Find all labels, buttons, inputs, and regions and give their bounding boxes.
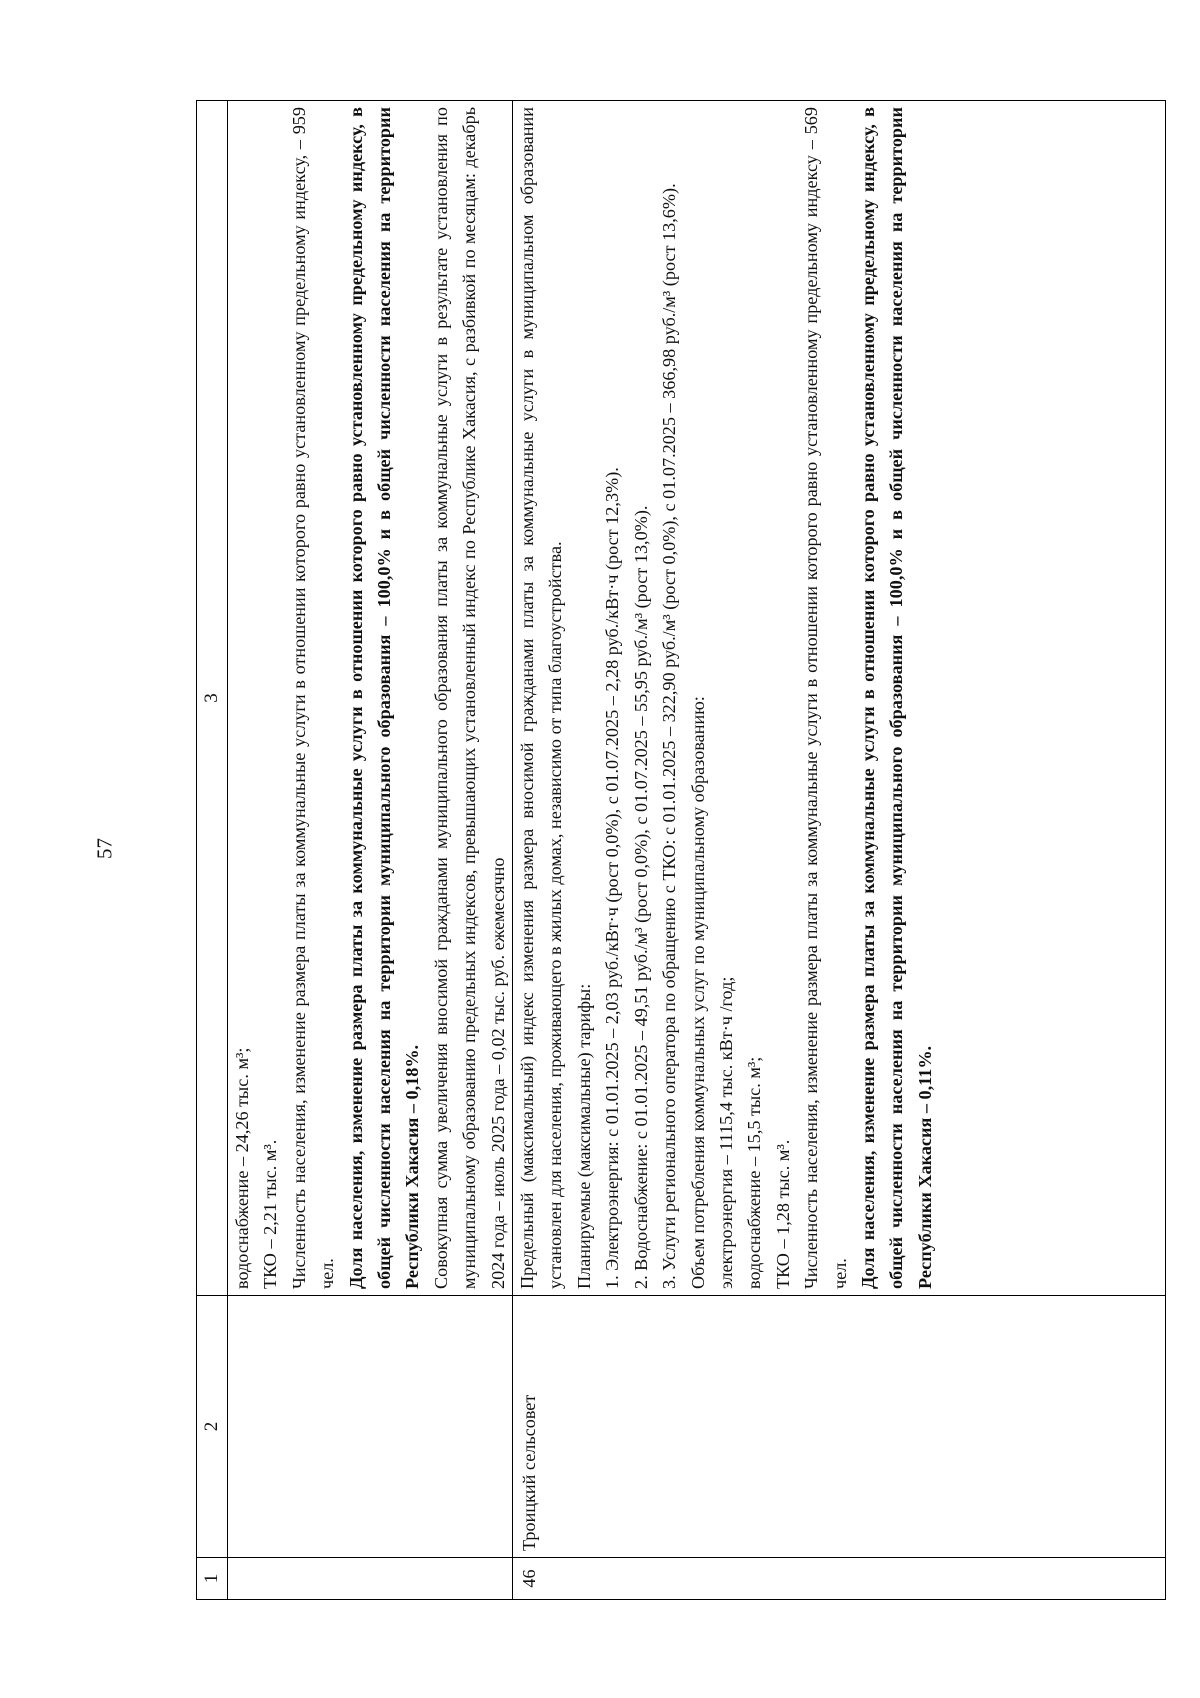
municipality-name xyxy=(228,1296,513,1558)
description-line: Численность населения, изменение размера платы за коммунальные услуги в отношении которого равно установленному предельному индексу, – 959 чел. xyxy=(288,107,338,1289)
tariff-table xyxy=(196,100,1166,1600)
row-number xyxy=(228,1558,513,1600)
page-number: 57 xyxy=(92,838,117,859)
table-header-row xyxy=(197,101,228,1600)
description-line: 1. Электроэнергия: с 01.01.2025 – 2,03 руб./кВт·ч (рост 0,0%), с 01.07.2025 – 2,28 руб./кВт·ч (рост 12,3%). xyxy=(602,467,623,1289)
description-line: водоснабжение – 24,26 тыс. м³; xyxy=(232,1047,252,1289)
header-col-1: 1 xyxy=(197,1558,228,1600)
description-cell xyxy=(228,101,513,1296)
description-line: ТКО – 2,21 тыс. м³. xyxy=(260,1139,281,1289)
description-line: водоснабжение – 15,5 тыс. м³; xyxy=(744,1056,765,1289)
description-line: Доля населения, изменение размера платы за коммунальные услуги в отношении которого равно установленному предельному индексу, в общей численности населения на территории муниципального образования – 100,0% и в общей численности населения на территории Республики Хакасия – 0,11%. xyxy=(857,107,935,1289)
description-line: электроэнергия – 1115,4 тыс. кВт·ч /год; xyxy=(715,976,736,1289)
table-row xyxy=(228,101,513,1600)
description-line: Планируемые (максимальные) тарифы: xyxy=(573,983,594,1289)
description-line: Численность населения, изменение размера платы за коммунальные услуги в отношении которого равно установленному предельному индексу – 569 чел. xyxy=(801,107,850,1289)
description-line: Объем потребления коммунальных услуг по муниципальному образованию: xyxy=(687,696,708,1289)
rotated-table-container xyxy=(196,100,1166,1600)
description-cell xyxy=(513,101,1166,1296)
header-col-3: 3 xyxy=(197,101,228,1296)
description-line: ТКО – 1,28 тыс. м³. xyxy=(772,1139,793,1289)
description-line: 2. Водоснабжение: с 01.01.2025 – 49,51 руб./м³ (рост 0,0%), с 01.07.2025 – 55,95 руб./м³ (рост 13,0%). xyxy=(630,505,651,1289)
municipality-name: Троицкий сельсовет xyxy=(513,1296,1166,1558)
row-number: 46 xyxy=(513,1558,1166,1600)
table-row xyxy=(513,101,1166,1600)
header-col-2: 2 xyxy=(197,1296,228,1558)
description-line: 3. Услуги регионального оператора по обращению с ТКО: с 01.01.2025 – 322,90 руб./м³ (рост 0,0%), с 01.07.2025 – 366,98 руб./м³ (рост 13,6%). xyxy=(659,183,680,1289)
description-line: Совокупная сумма увеличения вносимой гражданами муниципального образования платы за коммунальные услуги в результате установления по муниципальному образованию предельных индексов, превышающих установленный индекс по Республике Хакасия, с разбивкой по месяцам: декабрь 2024 года – июль 2025 года – 0,02 тыс. руб. ежемесячно xyxy=(430,107,508,1289)
description-line: Доля населения, изменение размера платы за коммунальные услуги в отношении которого равно установленному предельному индексу, в общей численности населения на территории муниципального образования – 100,0% и в общей численности населения на территории Республики Хакасия – 0,18%. xyxy=(345,107,423,1289)
description-line: Предельный (максимальный) индекс изменения размера вносимой гражданами платы за коммунальные услуги в муниципальном образовании установлен для населения, проживающего в жилых домах, независимо от типа благоустройства. xyxy=(517,107,566,1289)
